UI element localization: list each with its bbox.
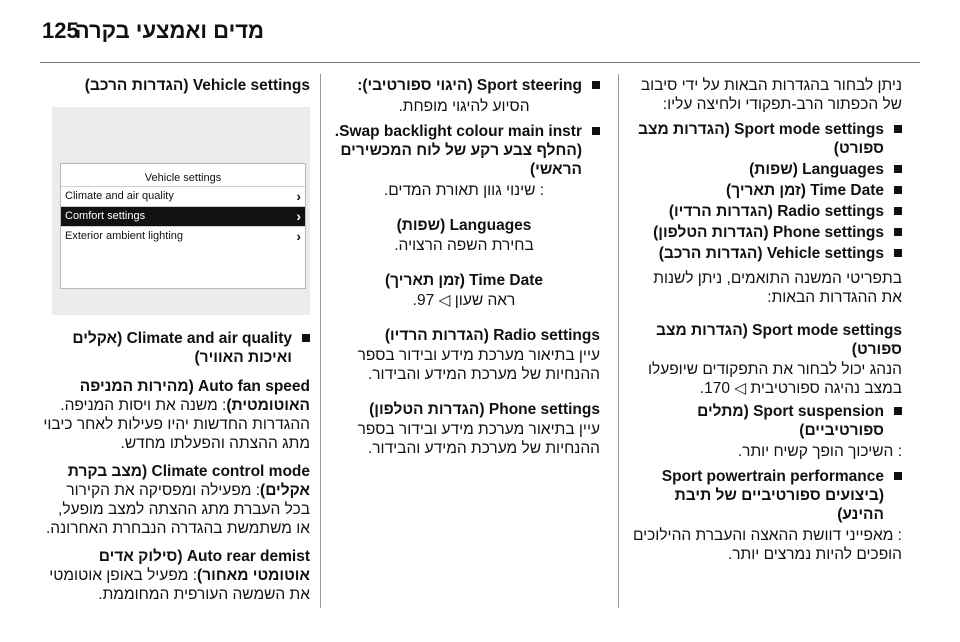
sport-powertrain-text: : מאפייני דוושת ההאצה והעברת ההילוכים הופכים להיות נמרצים יותר. [632, 527, 902, 563]
bullet-square-icon [592, 127, 600, 135]
auto-rear-demist-title: Auto rear demist (סילוק אדים אוטומטי מאחור) [98, 548, 310, 584]
page-number: 125 [42, 18, 79, 43]
languages-heading: Languages (שפות) [396, 217, 532, 234]
languages-text: בחירת השפה הרצויה. [394, 237, 534, 254]
bullet-square-icon [894, 228, 902, 236]
bullet-square-icon [302, 334, 310, 342]
bullet-phone: Phone settings (הגדרות הטלפון) [630, 223, 902, 242]
swap-backlight-text: : שינוי גוון תאורת המדים. [383, 182, 545, 199]
auto-fan-speed-title: Auto fan speed (מהירות המניפה האוטומטית) [79, 378, 310, 414]
sport-mode-text: הנהג יכול לבחור את התפקודים שיופעלו במצב נהיגה ספורטיבית ◁ 170. [647, 361, 902, 397]
bullet-sport-steering: Sport steering (היגוי ספורטיבי): [328, 76, 600, 95]
bullet-sport-powertrain: Sport powertrain performance (ביצועים ספורטיביים של תיבת ההינע) [630, 467, 902, 524]
phone-settings-heading: Phone settings (הגדרות הטלפון) [369, 401, 600, 418]
bullet-square-icon [894, 249, 902, 257]
auto-fan-speed-text: Auto fan speed (מהירות המניפה האוטומטית): משנה את ויסות המניפה. ההגדרות החדשות יהיו פעילות לאחר כיבוי מתג ההצתה והפעלתו מחדש. [43, 378, 310, 452]
column-right [630, 76, 902, 573]
bullet-sport-mode: Sport mode settings (הגדרות מצב ספורט) [630, 120, 902, 158]
bullet-languages: Languages (שפות) [630, 160, 902, 179]
time-date-text: ראה שעון ◁ 97. [412, 292, 516, 309]
bullet-time-date: Time Date (זמן תאריך) [630, 181, 902, 200]
phone-settings-text: עיין בתיאור מערכת מידע ובידור בספר ההנחיות של מערכת המידע והבידור. [357, 421, 600, 457]
running-title: מדים ואמצעי בקרה [74, 18, 264, 43]
column-left [42, 76, 310, 613]
column-divider-left [320, 74, 321, 608]
bullet-sport-suspension: Sport suspension (מתלים ספורטיביים) [630, 402, 902, 440]
sport-mode-heading: Sport mode settings (הגדרות מצב ספורט) [656, 322, 902, 358]
auto-rear-demist-text: Auto rear demist (סילוק אדים אוטומטי מאחור): מפעיל באופן אוטומטי את השמשה העורפית המחוממת. [49, 548, 310, 603]
vehicle-settings-screen-image [52, 107, 310, 315]
screen-item-comfort[interactable]: Comfort settings › [61, 206, 305, 226]
screen-item-climate[interactable]: Climate and air quality › [61, 186, 305, 206]
radio-settings-heading: Radio settings (הגדרות הרדיו) [384, 327, 600, 344]
vehicle-settings-panel [60, 163, 306, 289]
bullet-square-icon [894, 207, 902, 215]
bullet-square-icon [894, 407, 902, 415]
bullet-square-icon [894, 165, 902, 173]
header-rule [40, 62, 920, 63]
climate-control-mode-title: Climate control mode (מצב בקרת אקלים) [67, 463, 310, 499]
sport-suspension-text: : השיכוך הופך קשיח יותר. [737, 443, 902, 460]
time-date-heading: Time Date (זמן תאריך) [385, 272, 543, 289]
bullet-swap-backlight: Swap backlight colour main instr. (החלף צבע רקע של לוח המכשירים הראשי) [328, 122, 600, 179]
climate-control-mode-text: Climate control mode (מצב בקרת אקלים): מפעילה ומפסיקה את הקירור בכל העברת מתג ההצתה למצב מופעל, או משתמשת בהגדרה הנבחרת האחרונה. [46, 463, 310, 537]
bullet-square-icon [894, 472, 902, 480]
screen-title: Vehicle settings [144, 172, 222, 184]
screen-item-exterior[interactable]: Exterior ambient lighting › [61, 226, 305, 246]
chevron-right-icon: › [296, 188, 301, 204]
settings-intro: ניתן לבחור בהגדרות הבאות על ידי סיבוב של הכפתור הרב-תפקודי ולחיצה עליו: [640, 77, 902, 113]
page-header [0, 0, 960, 62]
chevron-right-icon: › [296, 228, 301, 244]
column-middle [328, 76, 600, 467]
bullet-climate-air: Climate and air quality (אקלים ואיכות האוויר) [42, 329, 310, 367]
bullet-vehicle: Vehicle settings (הגדרות הרכב) [630, 244, 902, 263]
radio-settings-text: עיין בתיאור מערכת מידע ובידור בספר ההנחיות של מערכת המידע והבידור. [357, 347, 600, 383]
column-divider-right [618, 74, 619, 608]
bullet-radio: Radio settings (הגדרות הרדיו) [630, 202, 902, 221]
submenu-intro: בתפריטי המשנה התואמים, ניתן לשנות את ההגדרות הבאות: [653, 270, 902, 306]
vehicle-settings-heading: Vehicle settings (הגדרות הרכב) [84, 77, 310, 94]
bullet-square-icon [894, 125, 902, 133]
chevron-right-icon: › [296, 208, 301, 224]
bullet-square-icon [592, 81, 600, 89]
sport-steering-text: הסיוע להיגוי מופחת. [398, 98, 530, 115]
bullet-square-icon [894, 186, 902, 194]
